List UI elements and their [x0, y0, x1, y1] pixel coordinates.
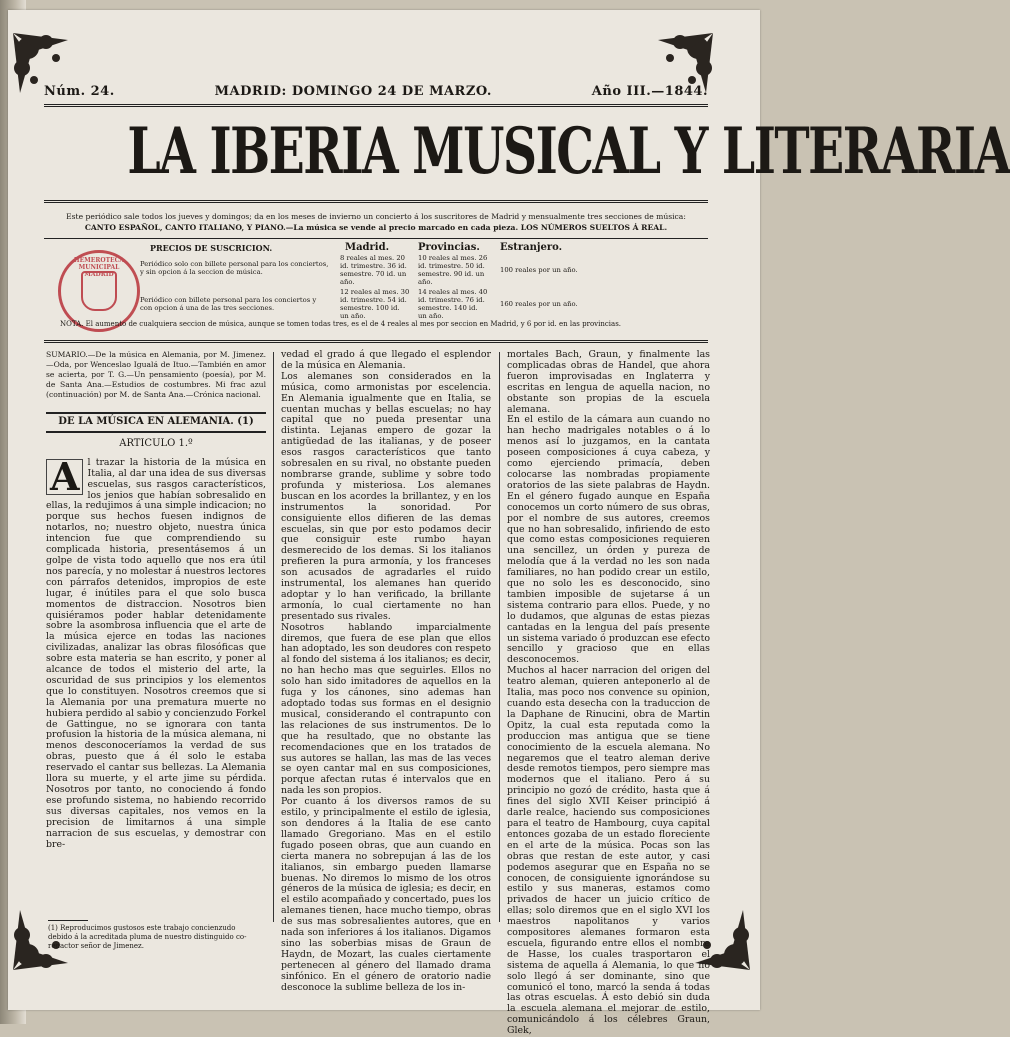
prices-row1-madrid: 8 reales al mes. 20 id. trimestre. 36 id. semestre. 70 id. un año.	[340, 254, 407, 286]
column-divider-1	[273, 352, 274, 922]
prices-row1-provincias: 10 reales al mes. 26 id. trimestre. 50 id. semestre. 90 id. un año.	[418, 254, 488, 286]
prices-row1-desc: Periódico solo con billete personal para los conciertos, y sin opcion á la seccion de música.	[140, 260, 329, 276]
column-1-body: l trazar la historia de la música en Italia, al dar una idea de sus diversas escuelas, sus rasgos característicos, los jenios que habían sobresalido en ellas, la redujimos á una simple indicacion; no porque sus hechos fuesen indignos de notarlos, no; nuestro objeto, nuestra única intencion fue que comprendiendo su complicada historia, presentásemos á un golpe de vista todo aquello que nos era útil nos parecía, y no molestar á nuestros lectores con párrafos detenidos, impropios de este lugar, é inútiles para el que solo busca momentos de distraccion. Nosotros bien quisiéramos poder hablar detenidamente sobre la asombrosa influencia que el arte de la música ejerce en todas las naciones civilizadas, analizar las obras filosóficas que sobre esta materia se han escrito, y poner al alcance de todos el misterio del arte, la oscuridad de sus principios y los elementos que lo constituyen. Nosotros creemos que si la Alemania por una prematura muerte no hubiera perdido al sabio y concienzudo Forkel de Gattingue, no se ignorara con tanta profusion la historia de la música alemana, ni menos desconoceríamos la verdad de sus obras, puesto que á él solo le estaba reservado el cantar sus bellezas. La Alemania llora su muerte, y el arte jime su pérdida. Nosotros por tanto, no conociendo á fondo ese profundo sistema, no habiendo recorrido sus diversas capitales, nos vemos en la precision de limitarnos á una simple narracion de sus escuelas, y demostrar con bre-	[46, 456, 266, 850]
issue-year: Año III.—1844.	[591, 84, 708, 99]
column-2-body: vedad el grado á que llegado el esplendor de la música en Alemania. Los alemanes son considerados en la música, como armonistas por escelencia. En Alemania igualmente que en Italia, se cuentan muchas y bellas escuelas; no hay capital que no pueda presentar una distinta. Lejanas empero de gozar la antigüedad de las italianas, y de poseer esos rasgos característicos que tanto sobresalen en su rival, no obstante pueden nombrarse grande, sublime y sobre todo profunda y misteriosa. Los alemanes buscan en los acordes la brillantez, y en los instrumentos la sonoridad. Por consiguiente ellos difieren de las demas escuelas, sin que por esto podamos decir que consiguir este rumbo hayan desmerecido de los demas. Si los italianos prefieren la pura armonía, y los franceses son acusados de agradarles el ruido instrumental, los alemanes han querido adoptar y lo han verificado, la brillante armonía, lo cual ciertamente no han presentado sus rivales. Nosotros hablando imparcialmente diremos, que fuera de ese plan que ellos han adoptado, les son deudores con respeto al fondo del sistema á los italianos; es decir, no han hecho mas que seguirles. Ellos no solo han sido imitadores de aquellos en la fuga y los cánones, sino ademas han adoptado todas sus formas en el designio musical, considerando el contrapunto con las relaciones de sus instrumentos. De lo que ha resultado, que no obstante las recomendaciones que en los tratados de sus autores se hallan, las mas de las veces se oyen cantar mal en sus composiciones, porque afectan rutas é intervalos que en nada les son propios. Por cuanto á los diversos ramos de su estilo, y principalmente el estilo de iglesia, son dendores á la Italia de ese canto llamado Gregoriano. Mas en el estilo fugado poseen obras, que aun cuando en cierta manera no sobrepujan á las de los italianos, sin embargo pueden llamarse buenas. No diremos lo mismo de los otros géneros de la música de iglesia; es decir, en el estilo acompañado y concertado, pues los alemanes tienen, hace mucho tiempo, obras de sus mas sobresalientes autores, que en nada son inferiores á los italianos. Digamos sino las soberbias misas de Graun de Haydn, de Mozart, las cuales ciertamente pertenecen al género del llamado drama sinfónico. En el género de oratorio nadie desconoce la sublime belleza de los in-	[281, 349, 491, 993]
column-1	[46, 350, 266, 850]
sumario: SUMARIO.—De la música en Alemania, por M. Jimenez.—Oda, por Wenceslao Igualá de Ituo.—También en amor se acierta, por T. G.—Un pensamiento (poesía), por M. de Santa Ana.—Estudios de costumbres. Mi frac azul (continuación) por M. de Santa Ana.—Crónica nacional.	[46, 350, 266, 399]
articulo-heading: ARTICULO 1.º	[119, 437, 193, 449]
prices-header: PRECIOS DE SUSCRICION.	[150, 243, 273, 253]
body-rule-top	[44, 340, 708, 343]
column-3	[507, 349, 710, 1037]
prices-row2-desc: Periódico con billete personal para los conciertos y con opcion á una de las tres secciones.	[140, 296, 317, 312]
footnote: (1) Reproducimos gustosos este trabajo concienzudo debido á la acreditada pluma de nuestro distinguido co-redactor señor de Jimenez.	[48, 924, 247, 950]
issue-number: Núm. 24.	[44, 84, 115, 99]
prices-row1-extranjero: 100 reales por un año.	[500, 266, 578, 274]
section-title: DE LA MÚSICA EN ALEMANIA. (1)	[46, 412, 266, 433]
column-3-body: mortales Bach, Graun, y finalmente las complicadas obras de Handel, que ahora fueron improvisadas en Inglaterra y escritas en lengua de aquella nacion, no obstante son propias de la escuela alemana. En el estilo de la cámara aun cuando no han hecho madrigales notables o á lo menos así lo juzgamos, en la cantata poseen composiciones á cuya cabeza, y como ejerciendo primacía, deben colocarse las nombradas propiamente oratorios de las siete palabras de Haydn. En el género fugado aunque en España conocemos un corto número de sus obras, por el nombre de sus autores, creemos que no han sobresalido, infiriendo de esto que como estas composiciones requieren una sencillez, un órden y pureza de melodía que á la verdad no les son nada familiares, no han podido crear un estilo, que no solo les es desconocido, sino tambien imposible de sujetarse á un sistema contrario para ellos. Puede, y no lo dudamos, que algunas de estas piezas cantadas en la lengua del país presente un sistema variado ó produzcan ese efecto sencillo y gracioso que en ellas desconocemos. Muchos al hacer narracion del origen del teatro aleman, quieren anteponerlo al de Italia, mas poco nos convence su opinion, cuando esta desecha con la traduccion de la Daphane de Rinucini, obra de Martin Opitz, la cual esta reputada como la produccion mas antigua que se tiene conocimiento de la escuela alemana. No negaremos que el teatro aleman derive desde remotos tiempos, pero siempre mas modernos que el italiano. Pero á su principio no gozó de crédito, hasta que á fines del siglo XVII Keiser principió á darle realce, haciendo sus composiciones para el teatro de Hambourg, cuya capital entonces gozaba de un estado floreciente en el arte de la música. Pocas son las obras que restan de este autor, y casi podemos asegurar que en España no se conocen, de consiguiente ignorándose su estilo y sus maneras, estamos como privados de hacer un juicio crítico de ellas; solo diremos que en el siglo XVI los maestros napolitanos y varios compositores alemanes formaron esta escuela, figurando entre ellos el nombre de Hasse, los cuales trasportaron el sistema de aquella á Alemania, lo que no solo llegó á ser dominante, sino que comunicó el tono, marcó la senda á todas las otras escuelas. Á esto debió sin duda la escuela alemana el mejorar de estilo, comunicándolo á los célebres Graun, Glek,	[507, 349, 710, 1037]
prices-madrid-label: Madrid.	[345, 242, 390, 253]
prices-extranjero-label: Estranjero.	[500, 242, 563, 253]
prices-row2-madrid: 12 reales al mes. 30 id. trimestre. 54 id. semestre. 100 id. un año.	[340, 288, 410, 320]
newspaper-title: LA IBERIA MUSICAL Y LITERARIA	[127, 114, 1010, 189]
issue-date: MADRID: DOMINGO 24 DE MARZO.	[214, 84, 492, 99]
intro-line-2: CANTO ESPAÑOL, CANTO ITALIANO, Y PIANO.—La música se vende al precio marcado en cada pieza. LOS NÚMEROS SUELTOS Á REAL.	[84, 223, 668, 232]
intro-line-1: Este periódico sale todos los jueves y domingos; da en los meses de invierno un concierto á los suscritores de Madrid y mensualmente tres secciones de música:	[66, 212, 686, 221]
drop-cap: A	[46, 459, 83, 495]
prices-row2-extranjero: 160 reales por un año.	[500, 300, 578, 308]
masthead-rule-top	[44, 104, 708, 107]
column-2	[281, 349, 491, 993]
masthead-dateline	[44, 84, 708, 99]
subscription-intro	[44, 211, 708, 233]
prices-note: NOTA. El aumento de cualquiera seccion de música, aunque se tomen todas tres, es el de 4 reales al mes por seccion en Madrid, y 6 por id. en las provincias.	[60, 320, 622, 328]
prices-row2-provincias: 14 reales al mes. 40 id. trimestre. 76 id. semestre. 140 id. un año.	[418, 288, 488, 320]
footnote-rule	[48, 920, 88, 921]
prices-rule	[44, 238, 708, 239]
masthead-rule-bottom	[44, 200, 708, 203]
prices-provincias-label: Provincias.	[418, 242, 480, 253]
stamp-text: HEMEROTECA MUNICIPAL MADRID	[73, 257, 125, 278]
column-divider-2	[499, 352, 500, 922]
